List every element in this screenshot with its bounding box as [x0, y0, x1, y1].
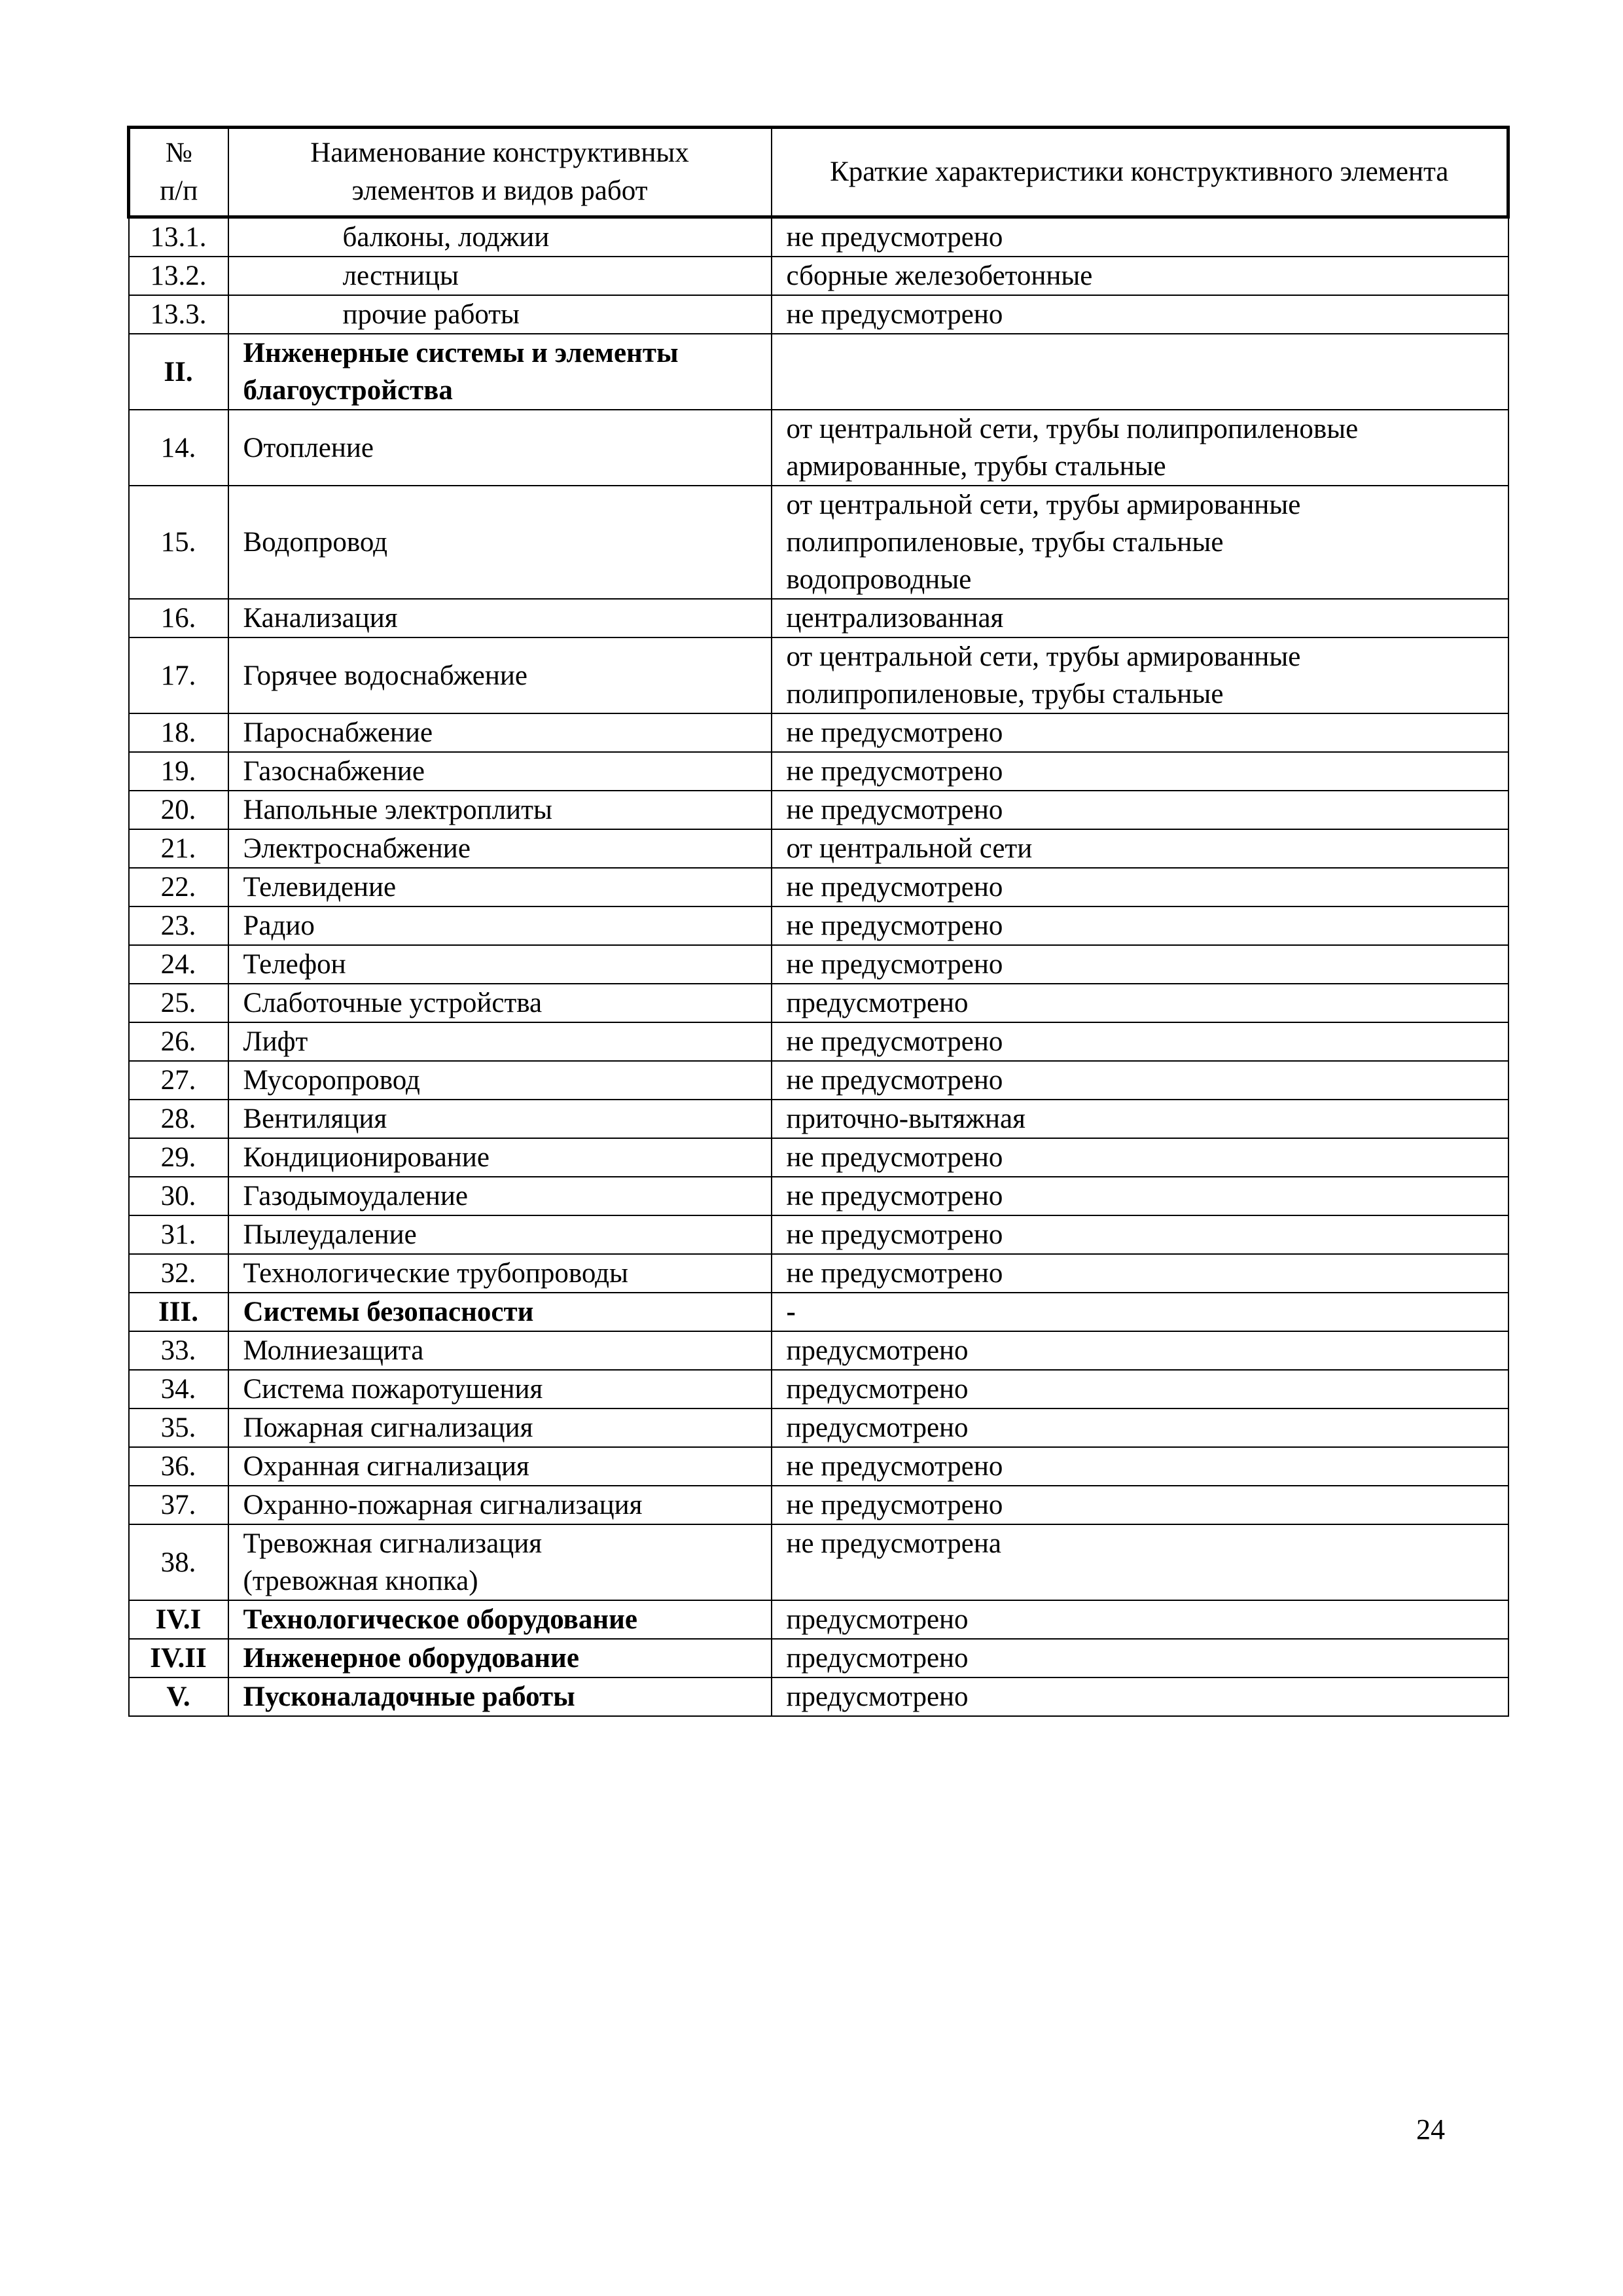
row-number: 32.	[129, 1254, 228, 1293]
row-description: предусмотрено	[772, 1370, 1508, 1408]
section-title: Системы безопасности	[228, 1293, 772, 1331]
row-number: 23.	[129, 906, 228, 945]
section-description: предусмотрено	[772, 1677, 1508, 1716]
row-number: 28.	[129, 1100, 228, 1138]
table-row	[129, 1177, 1508, 1215]
header-number-label: № п/п	[160, 137, 198, 206]
section-row	[129, 334, 1508, 410]
section-description: предусмотрено	[772, 1639, 1508, 1677]
row-name: Напольные электроплиты	[228, 791, 772, 829]
table-row	[129, 713, 1508, 752]
table-row	[129, 1331, 1508, 1370]
row-description: не предусмотрено	[772, 217, 1508, 257]
row-name: Охранно-пожарная сигнализация	[228, 1486, 772, 1524]
section-row	[129, 1639, 1508, 1677]
table-row	[129, 1254, 1508, 1293]
row-number: 13.2.	[129, 257, 228, 295]
row-description: приточно-вытяжная	[772, 1100, 1508, 1138]
row-name: Водопровод	[228, 486, 772, 599]
row-number: 34.	[129, 1370, 228, 1408]
row-name: Слаботочные устройства	[228, 984, 772, 1022]
row-name: Мусоропровод	[228, 1061, 772, 1100]
row-description: не предусмотрено	[772, 752, 1508, 791]
row-description: от центральной сети, трубы армированные полипропиленовые, трубы стальные водопроводные	[772, 486, 1508, 599]
section-number: II.	[129, 334, 228, 410]
row-description: сборные железобетонные	[772, 257, 1508, 295]
row-number: 31.	[129, 1215, 228, 1254]
table-row	[129, 791, 1508, 829]
table-row	[129, 599, 1508, 637]
section-title: Инженерное оборудование	[228, 1639, 772, 1677]
row-name: Пожарная сигнализация	[228, 1408, 772, 1447]
row-name: Тревожная сигнализация (тревожная кнопка)	[228, 1524, 772, 1600]
row-number: 14.	[129, 410, 228, 486]
row-description: не предусмотрено	[772, 906, 1508, 945]
row-number: 24.	[129, 945, 228, 984]
row-number: 27.	[129, 1061, 228, 1100]
table-row	[129, 984, 1508, 1022]
section-description: предусмотрено	[772, 1600, 1508, 1639]
row-description: от центральной сети	[772, 829, 1508, 868]
section-number: III.	[129, 1293, 228, 1331]
table-row	[129, 1524, 1508, 1600]
table-row	[129, 1486, 1508, 1524]
header-name	[228, 128, 772, 217]
row-name: Кондиционирование	[228, 1138, 772, 1177]
row-description: не предусмотрено	[772, 945, 1508, 984]
row-name: Вентиляция	[228, 1100, 772, 1138]
row-name: Телевидение	[228, 868, 772, 906]
section-description: -	[772, 1293, 1508, 1331]
row-description: не предусмотрено	[772, 1022, 1508, 1061]
section-title: Технологическое оборудование	[228, 1600, 772, 1639]
row-number: 37.	[129, 1486, 228, 1524]
row-description: не предусмотрена	[772, 1524, 1508, 1600]
row-name: Молниезащита	[228, 1331, 772, 1370]
row-number: 19.	[129, 752, 228, 791]
row-name: прочие работы	[228, 295, 772, 334]
row-description: не предусмотрено	[772, 791, 1508, 829]
row-number: 16.	[129, 599, 228, 637]
section-description	[772, 334, 1508, 410]
section-title: Пусконаладочные работы	[228, 1677, 772, 1716]
header-description-label: Краткие характеристики конструктивного элемента	[830, 156, 1449, 187]
specification-table	[127, 126, 1510, 1717]
row-description: предусмотрено	[772, 1331, 1508, 1370]
section-number: IV.I	[129, 1600, 228, 1639]
table-row	[129, 1370, 1508, 1408]
section-row	[129, 1293, 1508, 1331]
table-row	[129, 637, 1508, 713]
row-description: не предусмотрено	[772, 713, 1508, 752]
row-name: Отопление	[228, 410, 772, 486]
row-description: не предусмотрено	[772, 1138, 1508, 1177]
table-row	[129, 945, 1508, 984]
row-number: 36.	[129, 1447, 228, 1486]
row-name: Электроснабжение	[228, 829, 772, 868]
table-row	[129, 1022, 1508, 1061]
table-row	[129, 752, 1508, 791]
row-description: не предусмотрено	[772, 1486, 1508, 1524]
header-name-label: Наименование конструктивных элементов и видов работ	[310, 137, 689, 206]
row-number: 17.	[129, 637, 228, 713]
row-description: от центральной сети, трубы полипропиленовые армированные, трубы стальные	[772, 410, 1508, 486]
row-number: 25.	[129, 984, 228, 1022]
row-description: предусмотрено	[772, 984, 1508, 1022]
table-row	[129, 257, 1508, 295]
table-row	[129, 1408, 1508, 1447]
row-description: не предусмотрено	[772, 1061, 1508, 1100]
row-description: не предусмотрено	[772, 1447, 1508, 1486]
row-name: Радио	[228, 906, 772, 945]
row-number: 13.1.	[129, 217, 228, 257]
row-name: Телефон	[228, 945, 772, 984]
row-number: 20.	[129, 791, 228, 829]
row-name: Технологические трубопроводы	[228, 1254, 772, 1293]
table-row	[129, 295, 1508, 334]
table-row	[129, 410, 1508, 486]
header-number	[129, 128, 228, 217]
table-row	[129, 486, 1508, 599]
row-name: лестницы	[228, 257, 772, 295]
row-name: Лифт	[228, 1022, 772, 1061]
header-description	[772, 128, 1508, 217]
table-row	[129, 906, 1508, 945]
row-number: 26.	[129, 1022, 228, 1061]
row-number: 35.	[129, 1408, 228, 1447]
table-row	[129, 1138, 1508, 1177]
row-name: Газодымоудаление	[228, 1177, 772, 1215]
row-description: централизованная	[772, 599, 1508, 637]
table-row	[129, 829, 1508, 868]
section-row	[129, 1600, 1508, 1639]
table-row	[129, 1447, 1508, 1486]
row-description: не предусмотрено	[772, 1177, 1508, 1215]
row-number: 18.	[129, 713, 228, 752]
table-header-row	[129, 128, 1508, 217]
row-description: предусмотрено	[772, 1408, 1508, 1447]
table-row	[129, 217, 1508, 257]
row-name: Система пожаротушения	[228, 1370, 772, 1408]
row-description: не предусмотрено	[772, 1215, 1508, 1254]
row-number: 33.	[129, 1331, 228, 1370]
section-row	[129, 1677, 1508, 1716]
row-description: не предусмотрено	[772, 295, 1508, 334]
section-number: V.	[129, 1677, 228, 1716]
table-row	[129, 1100, 1508, 1138]
row-name: Горячее водоснабжение	[228, 637, 772, 713]
row-number: 29.	[129, 1138, 228, 1177]
row-name: Охранная сигнализация	[228, 1447, 772, 1486]
row-name: Газоснабжение	[228, 752, 772, 791]
row-number: 13.3.	[129, 295, 228, 334]
section-number: IV.II	[129, 1639, 228, 1677]
row-name: Канализация	[228, 599, 772, 637]
table-row	[129, 868, 1508, 906]
section-title: Инженерные системы и элементы благоустройства	[228, 334, 772, 410]
row-number: 30.	[129, 1177, 228, 1215]
table-row	[129, 1061, 1508, 1100]
page-number: 24	[1416, 2113, 1445, 2145]
row-description: от центральной сети, трубы армированные полипропиленовые, трубы стальные	[772, 637, 1508, 713]
row-number: 21.	[129, 829, 228, 868]
table-row	[129, 1215, 1508, 1254]
row-name: Пылеудаление	[228, 1215, 772, 1254]
row-number: 15.	[129, 486, 228, 599]
row-name: Пароснабжение	[228, 713, 772, 752]
row-name: балконы, лоджии	[228, 217, 772, 257]
row-number: 38.	[129, 1524, 228, 1600]
row-description: не предусмотрено	[772, 868, 1508, 906]
row-number: 22.	[129, 868, 228, 906]
row-description: не предусмотрено	[772, 1254, 1508, 1293]
